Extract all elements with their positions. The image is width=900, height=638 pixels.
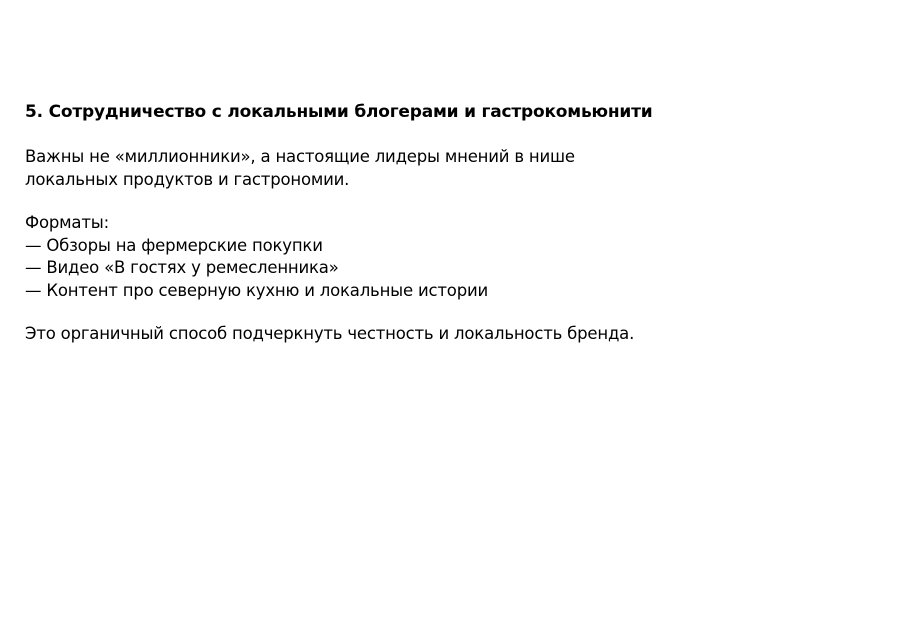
formats-label: Форматы: <box>25 213 109 232</box>
document-page <box>25 100 865 346</box>
format-item: — Видео «В гостях у ремесленника» <box>25 258 339 277</box>
spacer <box>25 124 865 146</box>
formats-block <box>25 212 865 302</box>
spacer <box>25 302 865 323</box>
section-title: 5. Сотрудничество с локальными блогерами и гастрокомьюнити <box>25 102 653 122</box>
format-item: — Контент про северную кухню и локальные истории <box>25 280 489 300</box>
intro-line: Важны не «миллионники», а настоящие лидеры мнений в нише <box>25 147 575 166</box>
conclusion-line: Это органичный способ подчеркнуть честность и локальность бренда. <box>25 324 635 343</box>
format-item: — Обзоры на фермерские покупки <box>25 235 323 255</box>
intro-paragraph <box>25 146 865 191</box>
spacer <box>25 191 865 212</box>
conclusion-paragraph <box>25 323 865 346</box>
intro-line: локальных продуктов и гастрономии. <box>25 169 350 189</box>
